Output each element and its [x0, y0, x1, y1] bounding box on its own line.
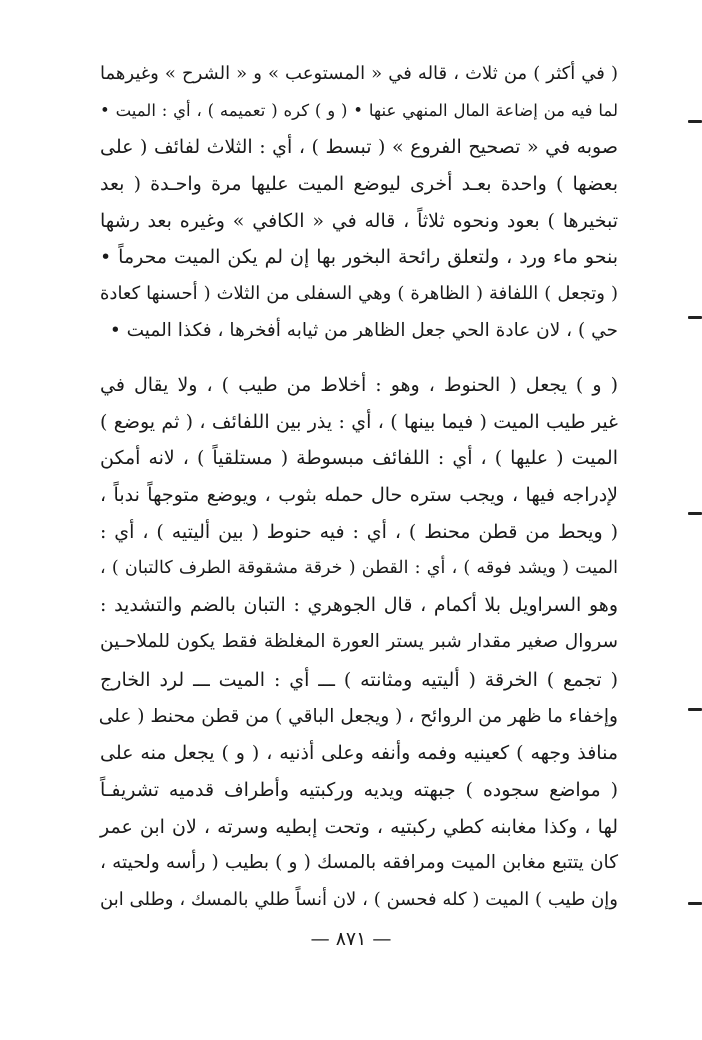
- text-line: سروال صغير مقدار شبر يستر العورة المغلظة فقط يكون للملاحـين: [100, 630, 618, 652]
- text-line: كان يتتبع مغابن الميت ومرافقه بالمسك ( و ) بطيب ( رأسه ولحيته ،: [100, 852, 618, 874]
- text-line: لها ، وكذا مغابنه كطي ركبتيه ، وتحت إبطيه وسرته ، لان ابن عمر: [100, 815, 618, 838]
- text-line: بنحو ماء ورد ، ولتعلق رائحة البخور بها إن لم يكن الميت محرماً •: [100, 246, 618, 269]
- text-line: وإخفاء ما ظهر من الروائح ، ( ويجعل الباقي ) من قطن محنط ( على: [98, 705, 618, 727]
- page-number: — ٨٧١ —: [310, 928, 392, 950]
- text-line: ( في أكثر ) من ثلاث ، قاله في « المستوعب » و « الشرح » وغيرهما: [100, 63, 618, 84]
- binding-mark: [688, 512, 702, 515]
- text-line: الميت ( ويشد فوقه ) ، أي : القطن ( خرقة مشقوقة الطرف كالتبان ) ،: [100, 558, 618, 579]
- binding-mark: [688, 708, 702, 711]
- text-line: ( و ) يجعل ( الحنوط ، وهو : أخلاط من طيب ) ، ولا يقال في: [100, 374, 618, 396]
- paragraph-2: [100, 367, 618, 661]
- text-line: لما فيه من إضاعة المال المنهي عنها • ( و ) كره ( تعميمه ) ، أي : الميت •: [100, 100, 618, 120]
- paragraph-3: [100, 662, 618, 919]
- binding-mark: [688, 316, 702, 319]
- text-line: ( مواضع سجوده ) جبهته ويديه وركبتيه وأطراف قدميه تشريفـاً: [100, 779, 618, 802]
- text-line: تبخيرها ) بعود ونحوه ثلاثاً ، قاله في « الكافي » وغيره بعد رشها: [100, 209, 618, 232]
- binding-mark: [688, 120, 702, 123]
- text-line: الميت ( عليها ) ، أي : اللفائف مبسوطة ( مستلقياً ) ، لانه أمكن: [100, 447, 618, 470]
- text-line: وإن طيب ) الميت ( كله فحسن ) ، لان أنساً طلي بالمسك ، وطلى ابن: [100, 889, 618, 911]
- text-line: ( ويحط من قطن محنط ) ، أي : فيه حنوط ( بين أليتيه ) ، أي :: [100, 520, 618, 543]
- binding-mark: [688, 902, 702, 905]
- text-line: غير طيب الميت ( فيما بينها ) ، أي : يذر بين اللفائف ، ( ثم يوضع ): [100, 410, 618, 433]
- paragraph-1: [100, 56, 618, 350]
- text-line: بعضها ) واحدة بعـد أخرى ليوضع الميت عليها مرة واحـدة ( بعد: [100, 173, 618, 196]
- text-line: وهو السراويل بلا أكمام ، قال الجوهري : التبان بالضم والتشديد :: [100, 594, 618, 617]
- text-line: ( وتجعل ) اللفافة ( الظاهرة ) وهي السفلى من الثلاث ( أحسنها كعادة: [100, 283, 618, 305]
- text-line: حي ) ، لان عادة الحي جعل الظاهر من ثيابه أفخرها ، فكذا الميت •: [109, 319, 618, 341]
- text-line: ( تجمع ) الخرقة ( أليتيه ومثانته ) ـــ أي : الميت ـــ لرد الخارج: [100, 669, 618, 691]
- text-line: منافذ وجهه ) كعينيه وفمه وأنفه وعلى أذنيه ، ( و ) يجعل منه على: [100, 742, 618, 765]
- text-line: لإدراجه فيها ، ويجب ستره حال حمله بثوب ، ويوضع متوجهاً ندباً ،: [100, 484, 618, 507]
- text-line: صوبه في « تصحيح الفروع » ( تبسط ) ، أي : الثلاث لفائف ( على: [100, 136, 618, 159]
